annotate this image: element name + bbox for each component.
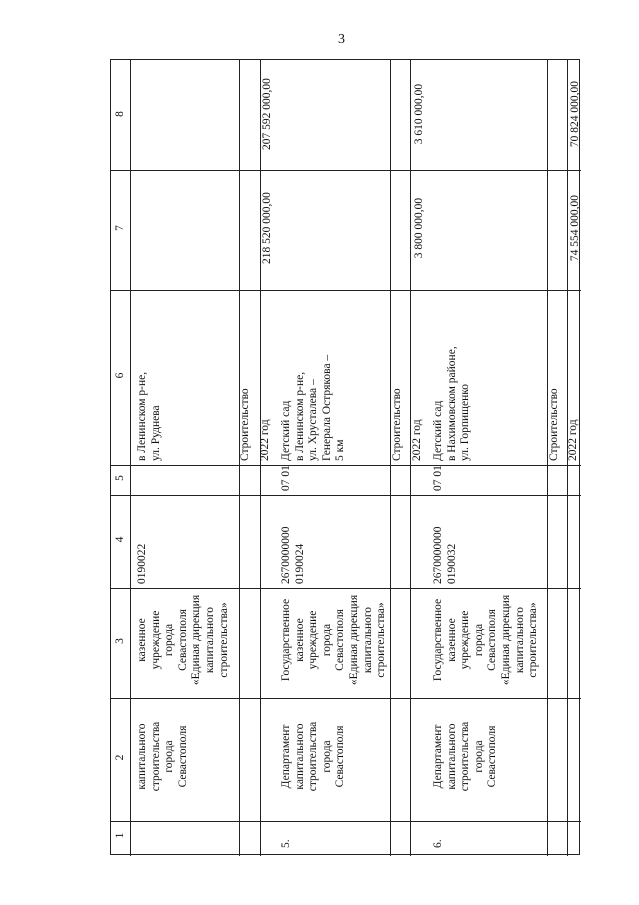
row-6-object: Детский сад в Нахимовском районе, ул. Горпищенко [432,346,472,461]
row-5-object: Детский сад в Ленинском р-не, ул. Хрусталева – Генерала Острякова – 5 км [280,354,347,461]
header-col-2: 2 [114,754,126,761]
cont-stage: Строительство [239,388,251,461]
row-6-customer: Департамент капитального строительства города Севастополя [432,721,499,792]
row-6-limit: 74 554 000,00 [569,194,581,262]
grid-line [111,170,581,171]
page-number: 3 [338,32,345,47]
header-col-4: 4 [114,536,126,543]
row-5-year: 2022 год [411,419,423,461]
header-col-3: 3 [114,638,126,644]
row-6-code: 2670000000 0190032 [432,526,458,584]
row-6-year: 2022 год [567,419,579,461]
row-5-amount: 3 610 000,00 [413,83,425,145]
row-5-executor: Государственное казенное учреждение города Севастополя «Единая дирекция капитального строительства» [280,594,388,686]
grid-line [111,465,581,466]
grid-line [130,60,131,856]
row-5-number: 5. [280,839,292,848]
header-col-7: 7 [114,225,126,231]
row-6-executor: Государственное казенное учреждение города Севастополя «Единая дирекция капитального строительства» [432,594,540,686]
row-6-section: 07 01 [432,465,444,491]
row-5-limit: 3 800 000,00 [413,197,425,259]
header-col-8: 8 [114,111,126,117]
grid-line [111,821,581,822]
row-6-amount: 70 824 000,00 [569,80,581,148]
row-6-number: 6. [432,839,444,848]
cont-limit: 218 520 000,00 [261,192,273,264]
cont-amount: 207 592 000,00 [261,78,273,150]
header-col-6: 6 [114,372,126,379]
cont-executor: казенное учреждение города Севастополя «Единая дирекция капитального строительства» [136,594,230,686]
row-5-section: 07 01 [280,465,292,491]
cont-code: 0190022 [136,543,148,584]
row-5-code: 2670000000 0190024 [280,526,306,584]
cont-customer: капитального строительства города Севастополя [136,721,189,792]
row-6-stage: Строительство [548,388,560,461]
cont-year: 2022 год [259,419,271,461]
row-5-customer: Департамент капитального строительства города Севастополя [280,721,347,792]
header-col-1: 1 [114,832,126,839]
grid-line [111,495,581,496]
cont-object: в Ленинском р-не, ул. Руднева [136,371,162,461]
header-col-5: 5 [114,475,126,481]
row-5-stage: Строительство [391,388,403,461]
